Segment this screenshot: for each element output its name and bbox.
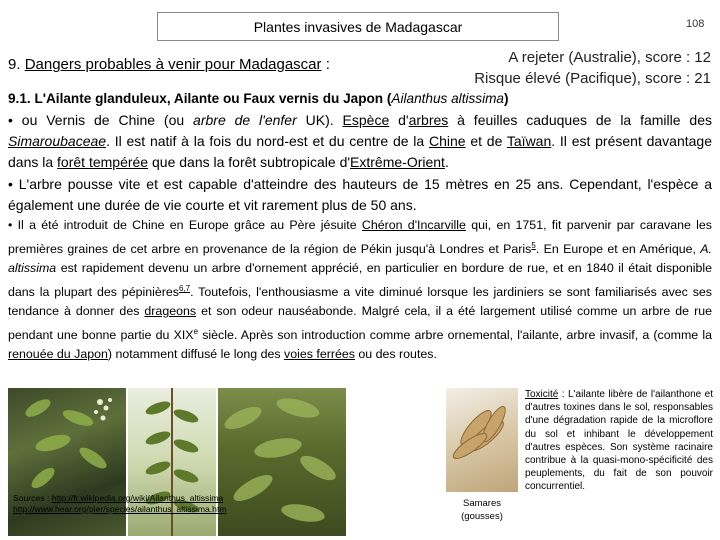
link-taiwan[interactable]: Taïwan [506, 133, 552, 149]
link-cheron-incarville[interactable]: Chéron d'Incarville [361, 218, 466, 232]
link-espece[interactable]: Espèce [342, 112, 390, 128]
source-link-hear[interactable]: http://www.hear.org/pier/species/ailanthus_altissima.htm [13, 504, 227, 514]
link-renouee-japon[interactable]: renouée du Japon [8, 347, 108, 362]
header-title: Plantes invasives de Madagascar [253, 18, 463, 35]
score-australia: A rejeter (Australie), score : 12 [508, 49, 711, 66]
samares-caption: Samares (gousses) [461, 498, 503, 522]
link-foret-temperee[interactable]: forêt tempérée [57, 154, 149, 170]
link-chine[interactable]: Chine [428, 133, 466, 149]
footnote-6-7[interactable]: 6,7 [178, 283, 191, 293]
link-drageons[interactable]: drageons [144, 304, 197, 319]
score-pacific: Risque élevé (Pacifique), score : 21 [474, 70, 711, 87]
link-voies-ferrees[interactable]: voies ferrées [284, 347, 355, 362]
paragraph-history: • Il a été introduit de Chine en Europe grâce au Père jésuite Chéron d'Incarville qui, en 1751, fit parvenir par caravane les premières graines de cet arbre en provenance de la région de Pékin jusqu'à Londres et Paris$^5$. En Europe et en Amérique, A. altissima est rapidement devenu un arbre d'ornement apprécié, en particulier en bordure de rue, et en 1840 il était disponible dans la plupart des pépinières$^{6,7}$. Toutefois, l'enthousiasme a vite diminué lorsque les jardiniers se sont familiarisés avec ses tendance à donner des drageons et son odeur nauséabonde. Malgré cela, il a été largement utilisé comme un arbre de rue pendant une bonne partie du XIXe siècle. Après son introduction comme arbre ornemental, l'ailante, arbre invasif, a (comme la renouée du Japon) notamment diffusé le long des voies ferrées ou des routes. [8, 218, 712, 362]
sources: Sources : http://fr.wikipedia.org/wiki/Ailanthus_altissima http://www.hear.org/pier/species/ailanthus_altissima.htm [13, 493, 227, 514]
paragraph-growth: • L'arbre pousse vite et est capable d'atteindre des hauteurs de 15 mètres en 25 ans. Cependant, l'espèce a également une durée de vie courte et vit rarement plus de 50 ans. [8, 176, 712, 213]
link-arbres[interactable]: arbres [408, 112, 449, 128]
page-number: 108 [686, 18, 705, 30]
source-link-wikipedia[interactable]: http://fr.wikipedia.org/wiki/Ailanthus_altissima [51, 493, 224, 503]
page-header [157, 12, 559, 41]
latin-name: Ailanthus altissima [391, 91, 504, 106]
paragraph-description: • ou Vernis de Chine (ou arbre de l'enfer UK). Espèce d'arbres à feuilles caduques de la famille des Simaroubaceae. Il est natif à la fois du nord-est et du centre de la Chine et de Taïwan. Il est présent davantage dans la forêt tempérée que dans la forêt subtropicale d'Extrême-Orient. [8, 112, 713, 170]
footnote-5[interactable]: 5 [531, 240, 536, 250]
section-title-link[interactable]: Dangers probables à venir pour Madagascar [24, 56, 322, 73]
link-toxicite[interactable]: Toxicité [525, 389, 559, 400]
photo-samaras [446, 388, 518, 492]
section-title: 9. Dangers probables à venir pour Madagascar : [8, 56, 330, 73]
link-extreme-orient[interactable]: Extrême-Orient [350, 154, 445, 170]
link-simaroubaceae[interactable]: Simaroubaceae [8, 133, 107, 149]
species-subtitle: 9.1. L'Ailante glanduleux, Ailante ou Faux vernis du Japon (Ailanthus altissima) [8, 91, 509, 106]
toxicity-note: Toxicité : L'ailante libère de l'ailanthone et d'autres toxines dans le sol, responsables d'une dégradation rapide de la microflore du sol et inhibant le développement d'autres espèces. Son système racinaire contribue à la quasi-mono-spécificité des peuplements, du fait de son pouvoir concurrentiel. [525, 389, 713, 493]
